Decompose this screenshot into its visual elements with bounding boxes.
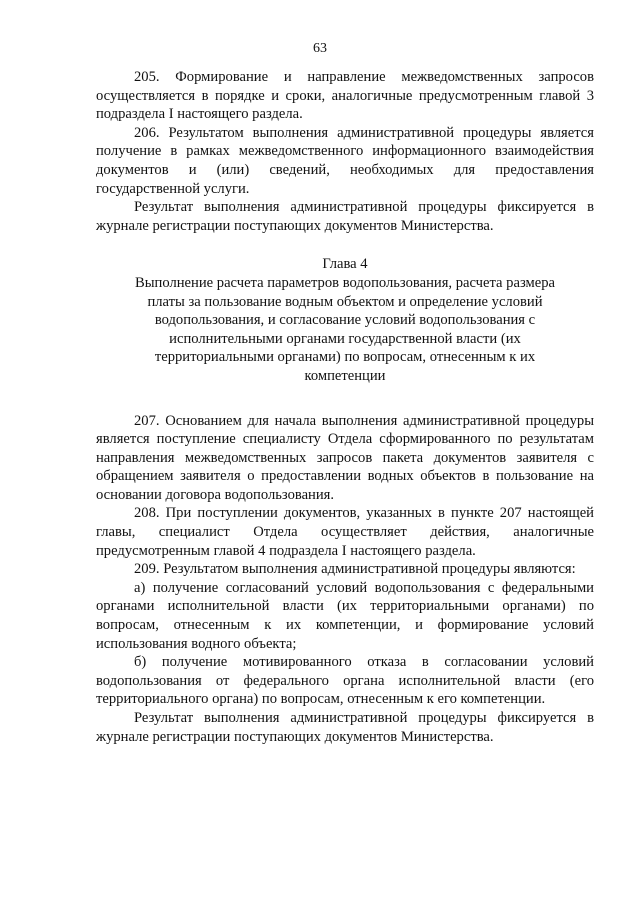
paragraph-result-2: Результат выполнения административной процедуры фиксируется в журнале регистрации поступающих документов Министерства. [96, 710, 594, 745]
chapter-block [96, 255, 594, 385]
paragraph-result-1: Результат выполнения административной процедуры фиксируется в журнале регистрации поступающих документов Министерства. [96, 199, 594, 234]
paragraph-208: 208. При поступлении документов, указанных в пункте 207 настоящей главы, специалист Отдела осуществляет действия, аналогичные предусмотренным главой 4 подраздела I настоящего раздела. [96, 505, 594, 559]
chapter-content [96, 412, 594, 747]
paragraph-209: 209. Результатом выполнения административной процедуры являются: [134, 561, 576, 578]
document-body [96, 68, 594, 746]
paragraph-206: 206. Результатом выполнения административной процедуры является получение в рамках межведомственного информационного взаимодействия документов и (или) сведений, необходимых для предоставления государственной услуги. [96, 124, 594, 197]
chapter-heading: Выполнение расчета параметров водопользования, расчета размера платы за пользование водным объектом и определение условий водопользования, и согласование условий водопользования с исполнительными органами государственной власти (их территориальными органами) по вопросам, отнесенным к их компетенции [135, 274, 555, 384]
chapter-label: Глава 4 [322, 256, 368, 273]
page-number: 63 [313, 41, 327, 56]
paragraph-207: 207. Основанием для начала выполнения административной процедуры является поступление специалисту Отдела сформированного по результатам направления межведомственных запросов пакета документов заявителя с обращением заявителя о предоставлении водных объектов в пользование на основании договора водопользования. [96, 412, 594, 503]
paragraph-209-b: б) получение мотивированного отказа в согласовании условий водопользования от федерального органа исполнительной власти (его территориального органа) по вопросам, отнесенным к его компетенции. [96, 654, 594, 708]
paragraph-205: 205. Формирование и направление межведомственных запросов осуществляется в порядке и сроки, аналогичные предусмотренным главой 3 подраздела I настоящего раздела. [96, 69, 594, 123]
paragraph-209-a: а) получение согласований условий водопользования с федеральными органами исполнительной власти (их территориальными органами) по вопросам, отнесенным к их компетенции, и формирование условий использования водного объекта; [96, 579, 594, 652]
